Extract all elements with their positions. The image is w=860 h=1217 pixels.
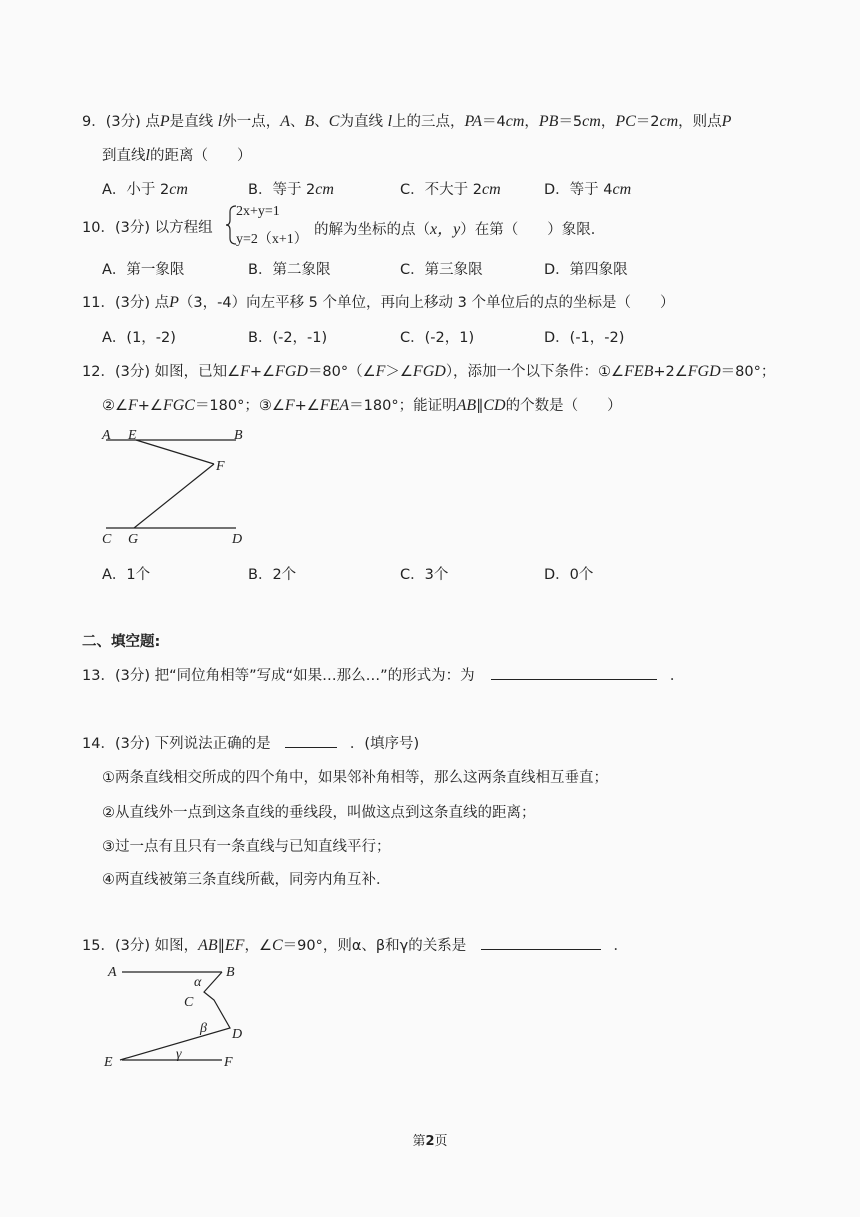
q10-tail: 的解为坐标的点（x，y）在第（ ）象限．: [314, 221, 606, 238]
q12-option-c: C．3个: [400, 567, 449, 583]
q9-option-a: A．小于 2cm: [102, 181, 188, 198]
q12-line1: 12．(3分) 如图，已知∠F+∠FGD＝80°（∠F＞∠FGD），添加一个以下条件：①∠FEB+2∠FGD＝80°；: [82, 363, 776, 380]
section-title: 二、填空题:: [82, 634, 161, 650]
label-b: B: [234, 428, 243, 443]
label-gamma: γ: [176, 1047, 182, 1062]
q12-figure: [98, 424, 258, 548]
q12-option-b: B．2个: [248, 567, 297, 583]
q11-option-d: D．(-1，-2): [544, 330, 625, 346]
q11-option-a: A．(1，-2): [102, 330, 176, 346]
label-d: D: [232, 1027, 243, 1042]
q12-option-d: D．0个: [544, 567, 594, 583]
label-alpha: α: [194, 975, 202, 990]
q10-option-b: B．第二象限: [248, 262, 331, 278]
q15-line: 15．(3分) 如图，AB∥EF，∠C＝90°，则α、β和γ的关系是 ．: [82, 937, 628, 954]
segment-ef: [136, 440, 214, 464]
label-a: A: [108, 965, 117, 980]
q10-option-d: D．第四象限: [544, 262, 628, 278]
q14-answer-blank[interactable]: [285, 733, 337, 748]
q9-option-d: D．等于 4cm: [544, 181, 632, 198]
label-f: F: [224, 1055, 233, 1070]
q10-option-a: A．第一象限: [102, 262, 185, 278]
label-a: A: [102, 428, 111, 443]
segment-fg: [134, 464, 214, 528]
q15-figure: [100, 962, 250, 1072]
q9-option-b: B．等于 2cm: [248, 181, 334, 198]
q10-equation-1: 2x+y=1: [236, 204, 280, 219]
page-number: 第2页: [412, 1134, 448, 1149]
q9-line2: 到直线l的距离（ ）: [102, 147, 252, 164]
q14-item-4: ④两直线被第三条直线所截，同旁内角互补．: [102, 872, 391, 888]
label-b: B: [226, 965, 235, 980]
q14-item-3: ③过一点有且只有一条直线与已知直线平行；: [102, 839, 391, 855]
q13-answer-blank[interactable]: [491, 665, 657, 680]
label-g: G: [128, 532, 139, 547]
label-e: E: [104, 1055, 113, 1070]
label-d: D: [232, 532, 243, 547]
q12-line2: ②∠F+∠FGC＝180°；③∠F+∠FEA＝180°；能证明AB∥CD的个数是（ ）: [102, 397, 622, 414]
label-c: C: [102, 532, 112, 547]
q11-line: 11．(3分) 点P（3，-4）向左平移 5 个单位，再向上移动 3 个单位后的点的坐标是（ ）: [82, 294, 675, 311]
label-c: C: [184, 995, 194, 1010]
q14-item-2: ②从直线外一点到这条直线的垂线段，叫做这点到这条直线的距离；: [102, 805, 536, 821]
q9-line1: 9．(3分) 点P是直线 l外一点，A、B、C为直线 l上的三点，PA＝4cm，PB＝5cm，PC＝2cm，则点P: [82, 113, 732, 130]
q13-line: 13．(3分) 把“同位角相等”写成“如果…那么…”的形式为：为 ．: [82, 664, 684, 685]
q10-option-c: C．第三象限: [400, 262, 483, 278]
q14-line: 14．(3分) 下列说法正确的是 ．(填序号): [82, 732, 419, 753]
q11-option-b: B．(-2，-1): [248, 330, 328, 346]
q10-head: 10．(3分) 以方程组: [82, 220, 213, 236]
q10-equation-2: y=2（x+1）: [236, 232, 308, 247]
q14-item-1: ①两条直线相交所成的四个角中，如果邻补角相等，那么这两条直线相互垂直；: [102, 770, 608, 786]
zigzag-bcde: [120, 972, 230, 1060]
label-f: F: [216, 459, 225, 474]
q15-answer-blank[interactable]: [481, 935, 601, 950]
q12-option-a: A．1个: [102, 567, 151, 583]
q9-option-c: C．不大于 2cm: [400, 181, 501, 198]
label-e: E: [128, 428, 137, 443]
label-beta: β: [200, 1021, 207, 1036]
q11-option-c: C．(-2，1): [400, 330, 475, 346]
